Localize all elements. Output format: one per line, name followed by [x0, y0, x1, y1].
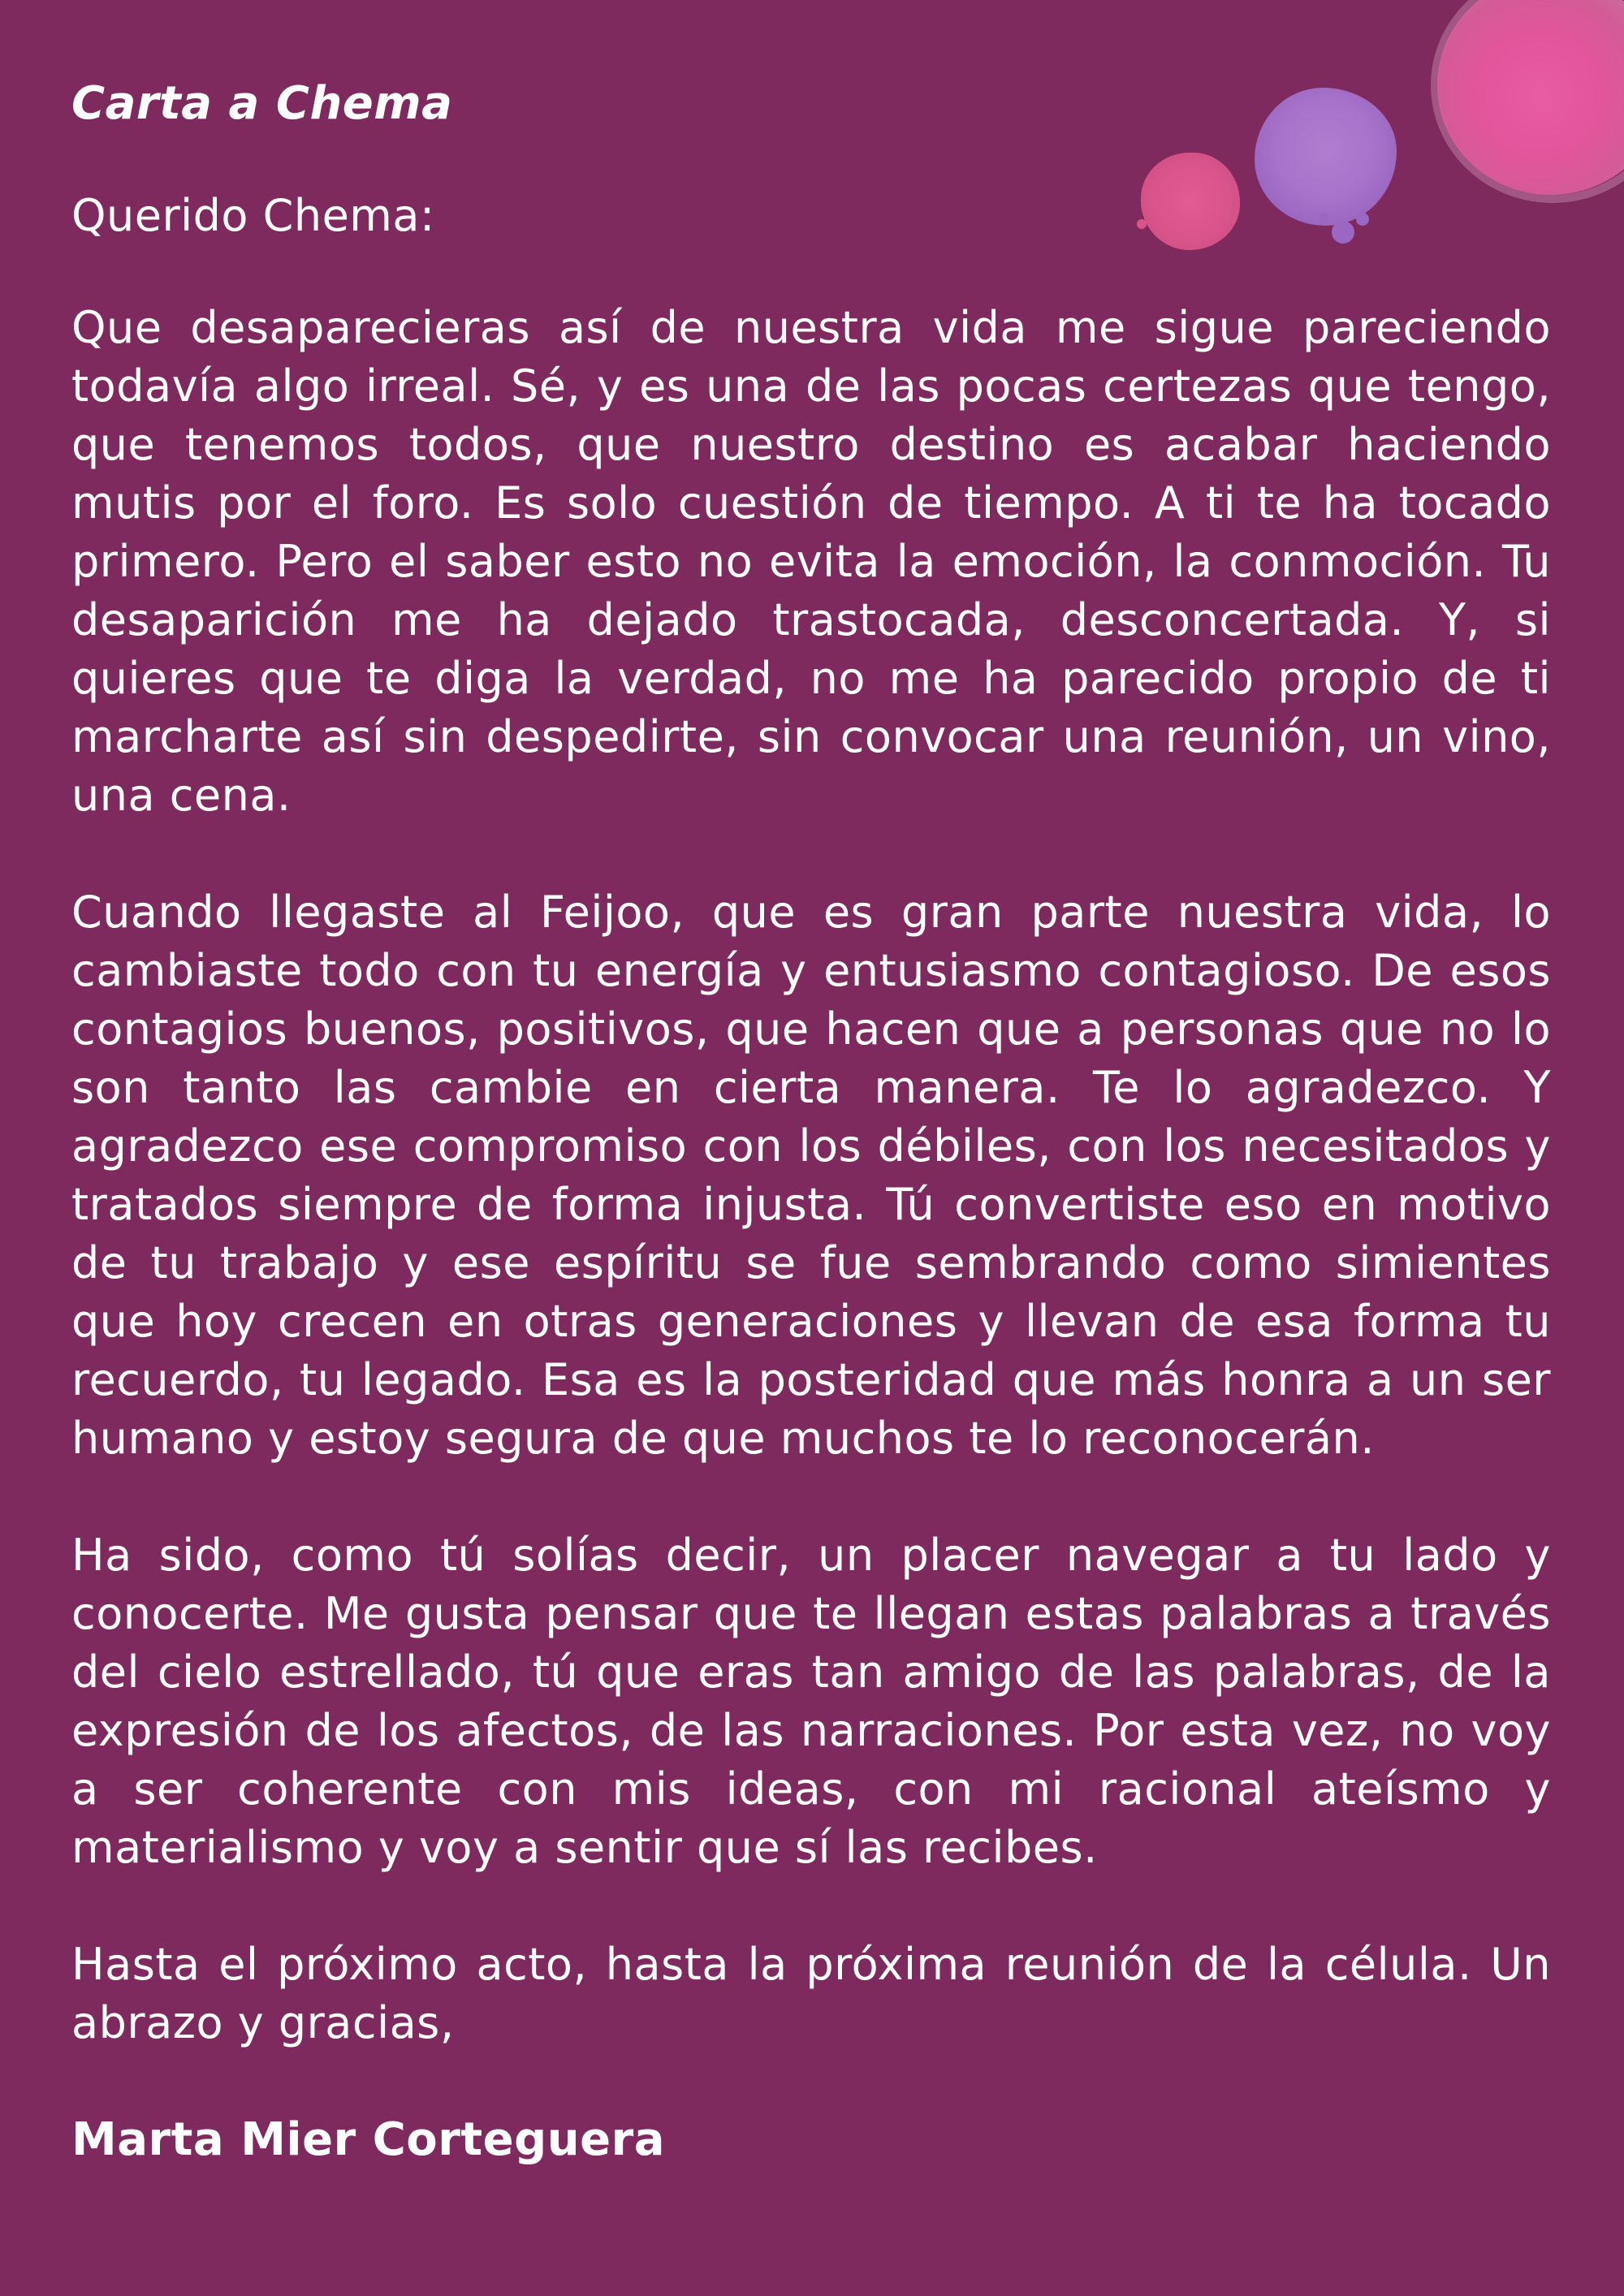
- letter-signature: Marta Mier Corteguera: [71, 2113, 665, 2166]
- letter-title: Carta a Chema: [71, 77, 453, 130]
- letter-paragraph-1: Que desaparecieras así de nuestra vida me sigue pareciendo todavía algo irreal. Sé, y es una de las pocas certezas que tengo, que tenemos todos, que nuestro destino es acabar haciendo mutis por el foro. Es solo cuestión de tiempo. A ti te ha tocado primero. Pero el saber esto no evita la emoción, la conmoción. Tu desaparición me ha dejado trastocada, desconcertada. Y, si quieres que te diga la verdad, no me ha parecido propio de ti marcharte así sin despedirte, sin convocar una reunión, un vino, una cena.: [71, 302, 1551, 821]
- letter-paragraph-3: Ha sido, como tú solías decir, un placer navegar a tu lado y conocerte. Me gusta pensar que te llegan estas palabras a través del cielo estrellado, tú que eras tan amigo de las palabras, de la expresión de los afectos, de las narraciones. Por esta vez, no voy a ser coherente con mis ideas, con mi racional ateísmo y materialismo y voy a sentir que sí las recibes.: [71, 1530, 1551, 1873]
- letter-paragraph-2: Cuando llegaste al Feijoo, que es gran parte nuestra vida, lo cambiaste todo con tu energía y entusiasmo contagioso. De esos contagios buenos, positivos, que hacen que a personas que no lo son tanto las cambie en cierta manera. Te lo agradezco. Y agradezco ese compromiso con los débiles, con los necesitados y tratados siempre de forma injusta. Tú convertiste eso en motivo de tu trabajo y ese espíritu se fue sembrando como simientes que hoy crecen en otras generaciones y llevan de esa forma tu recuerdo, tu legado. Esa es la posteridad que más honra a un ser humano y estoy segura de que muchos te lo reconocerán.: [71, 887, 1551, 1464]
- letter-greeting: Querido Chema:: [71, 190, 435, 241]
- letter-body: [71, 71, 1551, 2169]
- letter-paragraph-4: Hasta el próximo acto, hasta la próxima reunión de la célula. Un abrazo y gracias,: [71, 1939, 1551, 2048]
